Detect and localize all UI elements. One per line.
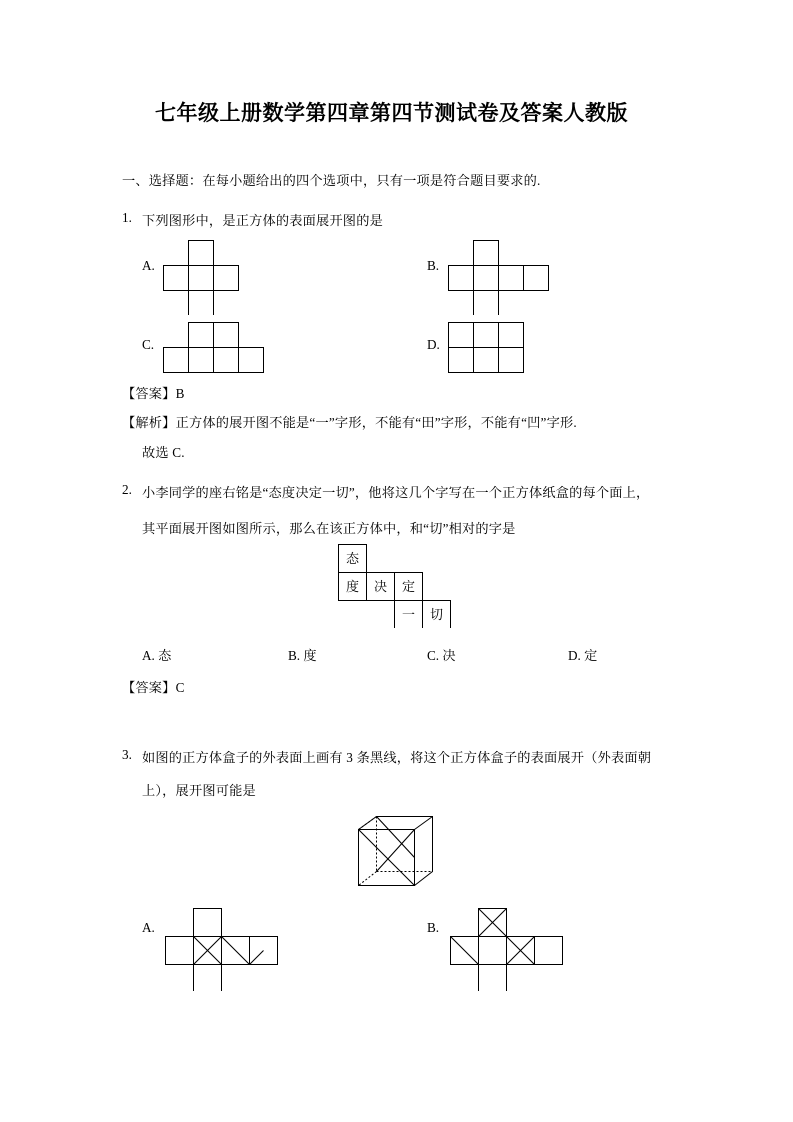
net-cell-3: 定 <box>401 579 416 594</box>
question-1-answer-value: B <box>175 386 185 401</box>
question-3-option-a-label: A. <box>142 920 155 935</box>
question-3-number: 3. <box>122 747 132 762</box>
question-1-option-c-label: C. <box>142 337 155 352</box>
question-3-cube-figure <box>358 812 434 892</box>
question-1-answer <box>122 383 185 405</box>
question-2-answer <box>122 677 185 699</box>
question-3-text-line2: 上），展开图可能是 <box>142 783 256 798</box>
net-cell-4: 一 <box>401 607 416 622</box>
question-3-option-b-figure <box>448 903 563 991</box>
question-1-option-a-figure <box>163 240 263 315</box>
question-2-answer-value: C <box>175 680 185 695</box>
question-2-choice-a: A. 态 <box>142 648 172 663</box>
net-cell-5: 切 <box>429 607 444 622</box>
question-1-analysis <box>122 412 762 434</box>
net-cell-1: 度 <box>345 579 360 594</box>
question-1-analysis-text: 正方体的展开图不能是“一”字形，不能有“田”字形，不能有“凹”字形. <box>175 415 577 430</box>
section-heading: 一、选择题：在每小题给出的四个选项中，只有一项是符合题目要求的. <box>122 173 541 188</box>
question-2-choice-c: C. 决 <box>427 648 456 663</box>
question-1-option-b-figure <box>448 240 558 315</box>
question-1-analysis-label: 【解析】 <box>122 415 176 430</box>
question-2-number: 2. <box>122 482 132 497</box>
question-1-answer-label: 【答案】 <box>122 386 176 401</box>
question-1-option-c-figure <box>163 322 268 374</box>
question-1-number: 1. <box>122 210 132 225</box>
question-1-option-b-label: B. <box>427 258 440 273</box>
question-3-option-a-figure <box>163 903 278 991</box>
net-cell-2: 决 <box>373 579 388 594</box>
net-cell-0: 态 <box>345 551 360 566</box>
question-2-net-figure <box>338 544 463 628</box>
question-3-option-b-label: B. <box>427 920 440 935</box>
question-3-text-line1: 如图的正方体盒子的外表面上画有 3 条黑线，将这个正方体盒子的表面展开（外表面朝 <box>142 750 652 765</box>
question-2-choice-b: B. 度 <box>288 648 317 663</box>
question-2-text-line2: 其平面展开图如图所示，那么在该正方体中，和“切”相对的字是 <box>142 521 516 536</box>
question-1-text: 下列图形中，是正方体的表面展开图的是 <box>142 213 383 228</box>
question-1-option-a-label: A. <box>142 258 155 273</box>
question-2-answer-label: 【答案】 <box>122 680 176 695</box>
question-1-option-d-label: D. <box>427 337 440 352</box>
question-1-analysis-conclusion: 故选 C. <box>142 445 185 460</box>
question-2-choice-d: D. 定 <box>568 648 598 663</box>
question-2-text-line1: 小李同学的座右铭是“态度决定一切”，他将这几个字写在一个正方体纸盒的每个面上， <box>142 485 650 500</box>
question-1-option-d-figure <box>448 322 553 374</box>
page-title: 七年级上册数学第四章第四节测试卷及答案人教版 <box>155 102 628 125</box>
